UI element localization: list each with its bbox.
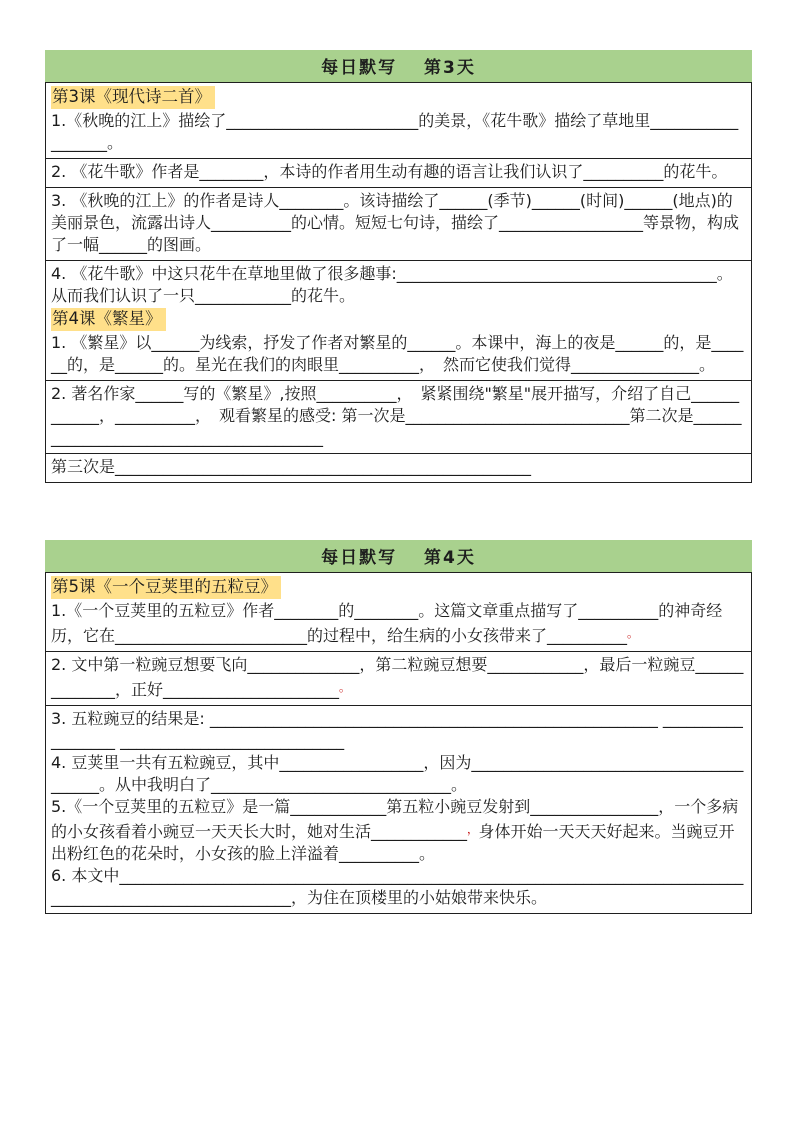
row-lesson4-q2 [46,381,751,454]
lesson5-question-4: 4. 豆荚里一共有五粒豌豆，其中__________________，因为________________________________________。从中我明白了______________________________。 [51,753,744,795]
lesson3-question-2: 2. 《花牛歌》作者是________，本诗的作者用生动有趣的语言让我们认识了__________的花牛。 [51,162,728,181]
day4-table-body [45,572,752,914]
row-lesson5-q2 [46,652,751,706]
lesson4-title-highlight: 第4课《繁星》 [51,308,166,331]
lesson4-question-2: 2. 著名作家______写的《繁星》,按照__________， 紧紧围绕"繁星"展开描写，介绍了自己____________，__________， 观看繁星的感受: 第一次是____________________________第二次是________________________________________ [51,384,742,447]
lesson5-question-2 [51,654,744,701]
lesson3-question-1: 1.《秋晚的江上》描绘了________________________的美景，《花牛歌》描绘了草地里__________________。 [51,111,739,152]
lesson5-question-5-text: 5.《一个豆荚里的五粒豆》是一篇____________第五粒小豌豆发射到________________，一个多病的小女孩看着小豌豆一天天长大时，她对生活____________ [51,797,739,842]
lesson5-question-1 [51,600,744,647]
row-lesson3-title-q1 [46,83,751,159]
day3-table-header: 每日默写 第3天 [45,50,752,82]
lesson5-question-5 [51,796,744,865]
day4-table-header: 每日默写 第4天 [45,540,752,572]
lesson5-question-6: 6. 本文中____________________________________________________________________________________________________________，为住在顶楼里的小姑娘带来快乐。 [51,866,744,908]
lesson3-question-3: 3. 《秋晚的江上》的作者是诗人________。该诗描绘了______(季节)______(时间)______(地点)的美丽景色，流露出诗人__________的心情。短短七句诗，描绘了__________________等景物，构成了一幅______的图画。 [51,191,740,254]
row-lesson5-title-q1 [46,573,751,652]
lesson5-question-3: 3. 五粒豌豆的结果是: ________________________________________________________ __________________ ____________________________ [51,709,743,751]
lesson3-title-highlight: 第3课《现代诗二首》 [51,86,215,109]
row-lesson3-q4-lesson4-q1 [46,261,751,381]
day3-table [45,50,752,483]
lesson5-question-1-red-period: 。 [627,626,639,640]
row-lesson3-q3 [46,188,751,261]
lesson4-question-1: 1. 《繁星》以______为线索，抒发了作者对繁星的______。本课中，海上的夜是______的，是______的，是______的。星光在我们的肉眼里__________， 然而它使我们觉得________________。 [51,333,744,374]
row-lesson5-q3-to-q6 [46,706,751,913]
lesson5-question-5-red-comma: ， [467,822,479,837]
lesson5-question-2-red-period: 。 [339,680,351,695]
lesson5-question-5-text-cont: 身体开始一天天天好起来。当豌豆开出粉红色的花朵时，小女孩的脸上洋溢着__________。 [51,822,735,864]
row-lesson3-q2 [46,159,751,188]
lesson5-question-1-text: 1.《一个豆荚里的五粒豆》作者________的________。这篇文章重点描写了__________的神奇经历，它在________________________的过程中，给生病的小女孩带来了__________ [51,601,723,646]
row-lesson4-q2-tail [46,454,751,482]
lesson3-question-4: 4. 《花牛歌》中这只花牛在草地里做了很多趣事:________________________________________。从而我们认识了一只____________的花牛。 [51,264,733,305]
day4-table [45,540,752,914]
lesson5-title-highlight: 第5课《一个豆荚里的五粒豆》 [51,576,281,599]
lesson4-question-2-third-blank: 第三次是____________________________________________________ [51,457,532,476]
day3-table-body [45,82,752,483]
lesson5-question-2-text: 2. 文中第一粒豌豆想要飞向______________，第二粒豌豆想要____________，最后一粒豌豆______________，正好______________________ [51,655,744,700]
